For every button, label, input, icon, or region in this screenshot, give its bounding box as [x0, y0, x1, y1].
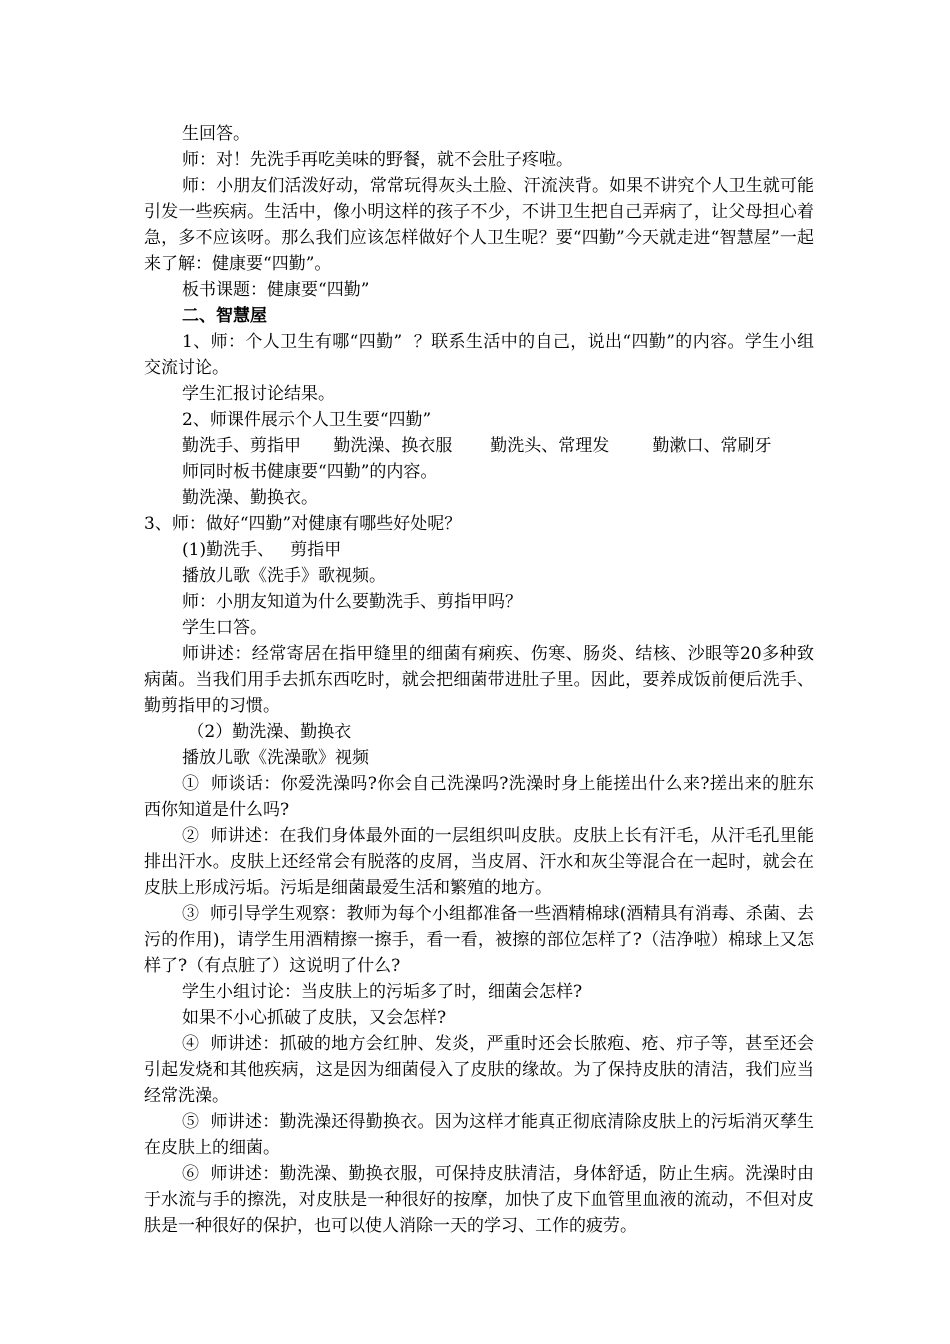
paragraph: 学生口答。 [182, 618, 267, 638]
paragraph: ② 师讲述：在我们身体最外面的一层组织叫皮肤。皮肤上长有汗毛，从汗毛孔里能排出汗水。皮肤上还经常会有脱落的皮屑，当皮屑、汗水和灰尘等混合在一起时，就会在皮肤上形成污垢。污垢是细菌最爱生活和繁殖的地方。 [144, 826, 814, 898]
paragraph: 如果不小心抓破了皮肤，又会怎样? [182, 1008, 447, 1028]
paragraph: 播放儿歌《洗澡歌》视频 [182, 748, 369, 768]
paragraph: ① 师谈话：你爱洗澡吗?你会自己洗澡吗?洗澡时身上能搓出什么来?搓出来的脏东西你知道是什么吗? [144, 774, 814, 820]
paragraph: 1、师：个人卫生有哪“四勤” ？联系生活中的自己，说出“四勤”的内容。学生小组交流讨论。 [144, 332, 814, 378]
paragraph: 播放儿歌《洗手》歌视频。 [182, 566, 386, 586]
paragraph: 生回答。 [182, 124, 250, 144]
paragraph: 勤洗澡、勤换衣。 [182, 488, 318, 508]
paragraph: ③ 师引导学生观察：教师为每个小组都准备一些酒精棉球(酒精具有消毒、杀菌、去污的作用)，请学生用酒精擦一擦手，看一看，被擦的部位怎样了?（洁净啦）棉球上又怎样了?（有点脏了）这说明了什么? [144, 904, 814, 976]
paragraph: ⑥ 师讲述：勤洗澡、勤换衣服，可保持皮肤清洁，身体舒适，防止生病。洗澡时由于水流与手的擦洗，对皮肤是一种很好的按摩，加快了皮下血管里血液的流动，不但对皮肤是一种很好的保护，也可以使人消除一天的学习、工作的疲劳。 [144, 1164, 814, 1236]
paragraph: 板书课题：健康要“四勤” [182, 280, 370, 300]
paragraph: （2）勤洗澡、勤换衣 [182, 722, 352, 742]
paragraph: 勤洗手、剪指甲 勤洗澡、换衣服 勤洗头、常理发 勤漱口、常刷牙 [182, 436, 772, 456]
paragraph: 3、师：做好“四勤”对健康有哪些好处呢？ [144, 514, 462, 534]
paragraph: (1)勤洗手、 剪指甲 [182, 540, 342, 560]
paragraph: 师：对！先洗手再吃美味的野餐，就不会肚子疼啦。 [182, 150, 573, 170]
paragraph: 师：小朋友们活泼好动，常常玩得灰头土脸、汗流浃背。如果不讲究个人卫生就可能引发一些疾病。生活中，像小明这样的孩子不少，不讲卫生把自己弄病了，让父母担心着急，多不应该呀。那么我们应该怎样做好个人卫生呢？要“四勤”今天就走进“智慧屋”一起来了解：健康要“四勤”。 [144, 176, 814, 274]
paragraph: 师同时板书健康要“四勤”的内容。 [182, 462, 438, 482]
section-heading: 二、智慧屋 [182, 306, 267, 326]
paragraph: 学生汇报讨论结果。 [182, 384, 335, 404]
document-body [144, 121, 814, 1239]
paragraph: ⑤ 师讲述：勤洗澡还得勤换衣。因为这样才能真正彻底清除皮肤上的污垢消灭孳生在皮肤上的细菌。 [144, 1112, 814, 1158]
paragraph: ④ 师讲述：抓破的地方会红肿、发炎，严重时还会长脓疱、疮、疖子等，甚至还会引起发烧和其他疾病，这是因为细菌侵入了皮肤的缘故。为了保持皮肤的清洁，我们应当经常洗澡。 [144, 1034, 814, 1106]
paragraph: 2、师课件展示个人卫生要“四勤” [182, 410, 432, 430]
paragraph: 师：小朋友知道为什么要勤洗手、剪指甲吗？ [182, 592, 522, 612]
paragraph: 师讲述：经常寄居在指甲缝里的细菌有痢疾、伤寒、肠炎、结核、沙眼等20多种致病菌。当我们用手去抓东西吃时，就会把细菌带进肚子里。因此，要养成饭前便后洗手、勤剪指甲的习惯。 [144, 644, 814, 716]
paragraph: 学生小组讨论：当皮肤上的污垢多了时，细菌会怎样? [182, 982, 583, 1002]
